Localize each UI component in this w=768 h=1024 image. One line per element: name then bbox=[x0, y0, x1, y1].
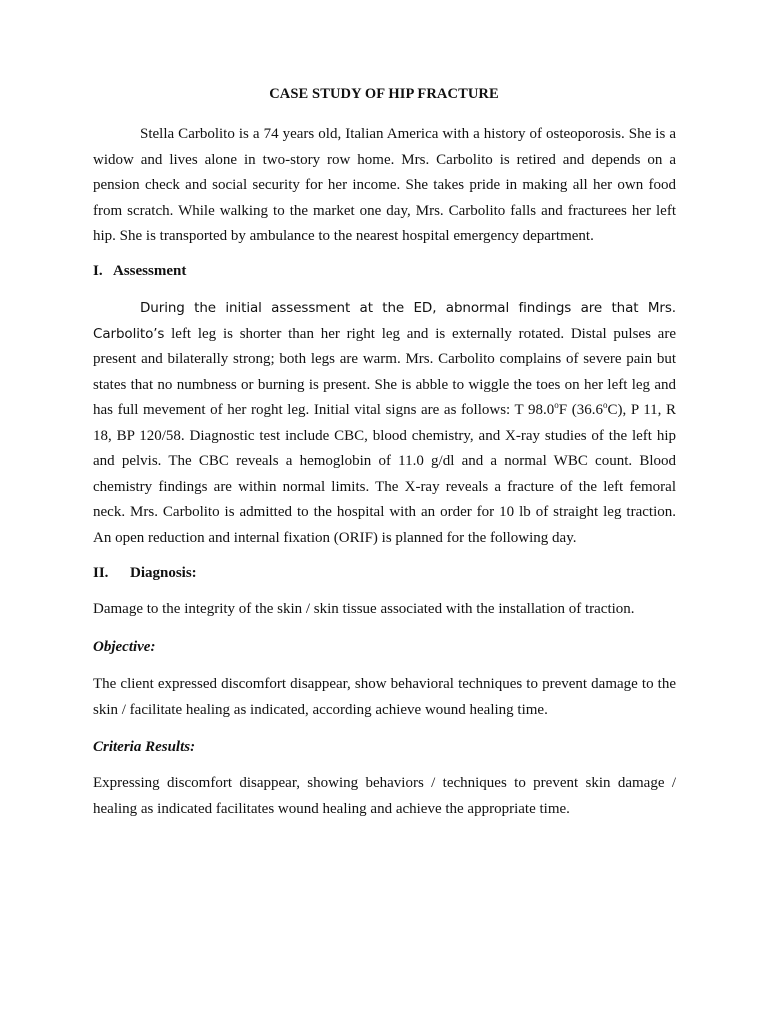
objective-label: Objective: bbox=[93, 639, 156, 655]
section-number: II. bbox=[93, 565, 109, 581]
degree-superscript: o bbox=[554, 400, 559, 410]
document-title: CASE STUDY OF HIP FRACTURE bbox=[269, 86, 499, 102]
section-assessment-heading bbox=[93, 263, 186, 280]
section-number: I. bbox=[93, 263, 103, 279]
assessment-lead-text: During the initial assessment at the ED, abnormal findings are that Mrs. Carbolito’s bbox=[93, 300, 676, 342]
criteria-label: Criteria Results: bbox=[93, 739, 196, 755]
section-diagnosis-heading bbox=[93, 565, 197, 582]
assessment-text-b: F (36.6 bbox=[558, 402, 603, 418]
assessment-paragraph bbox=[93, 296, 676, 551]
criteria-paragraph: Expressing discomfort disappear, showing behaviors / techniques to prevent skin damage / healing as indicated facilitates wound healing and achieve the appropriate time. bbox=[93, 775, 676, 817]
assessment-text-a: left leg is shorter than her right leg and is externally rotated. Distal pulses are present and bilaterally strong; both legs are warm. Mrs. Carbolito complains of severe pain but states that no numbness or burning is present. She is abble to wiggle the toes on her left leg and has full mevement of her roght leg. Initial vital signs are as follows: T 98.0 bbox=[93, 325, 676, 418]
degree-superscript: o bbox=[602, 400, 608, 410]
diagnosis-paragraph: Damage to the integrity of the skin / skin tissue associated with the installation of traction. bbox=[93, 601, 635, 617]
section-title: Diagnosis: bbox=[130, 565, 197, 581]
objective-paragraph: The client expressed discomfort disappear, show behavioral techniques to prevent damage to the skin / facilitate healing as indicated, according achieve wound healing time. bbox=[93, 676, 676, 718]
section-title: Assessment bbox=[113, 263, 187, 279]
intro-paragraph: Stella Carbolito is a 74 years old, Italian America with a history of osteoporosis. She is a widow and lives alone in two-story row home. Mrs. Carbolito is retired and depends on a pension check and social security for her income. She takes pride in making all her own food from scratch. While walking to the market one day, Mrs. Carbolito falls and fracturees her left hip. She is transported by ambulance to the nearest hospital emergency department. bbox=[93, 126, 676, 244]
assessment-text-c: C), P 11, R 18, BP 120/58. Diagnostic test include CBC, blood chemistry, and X-ray studies of the left hip and pelvis. The CBC reveals a hemoglobin of 11.0 g/dl and a normal WBC count. Blood chemistry findings are within normal limits. The X-ray reveals a fracture of the left femoral neck. Mrs. Carbolito is admitted to the hospital with an order for 10 lb of straight leg traction. An open reduction and internal fixation (ORIF) is planned for the following day. bbox=[93, 402, 677, 546]
